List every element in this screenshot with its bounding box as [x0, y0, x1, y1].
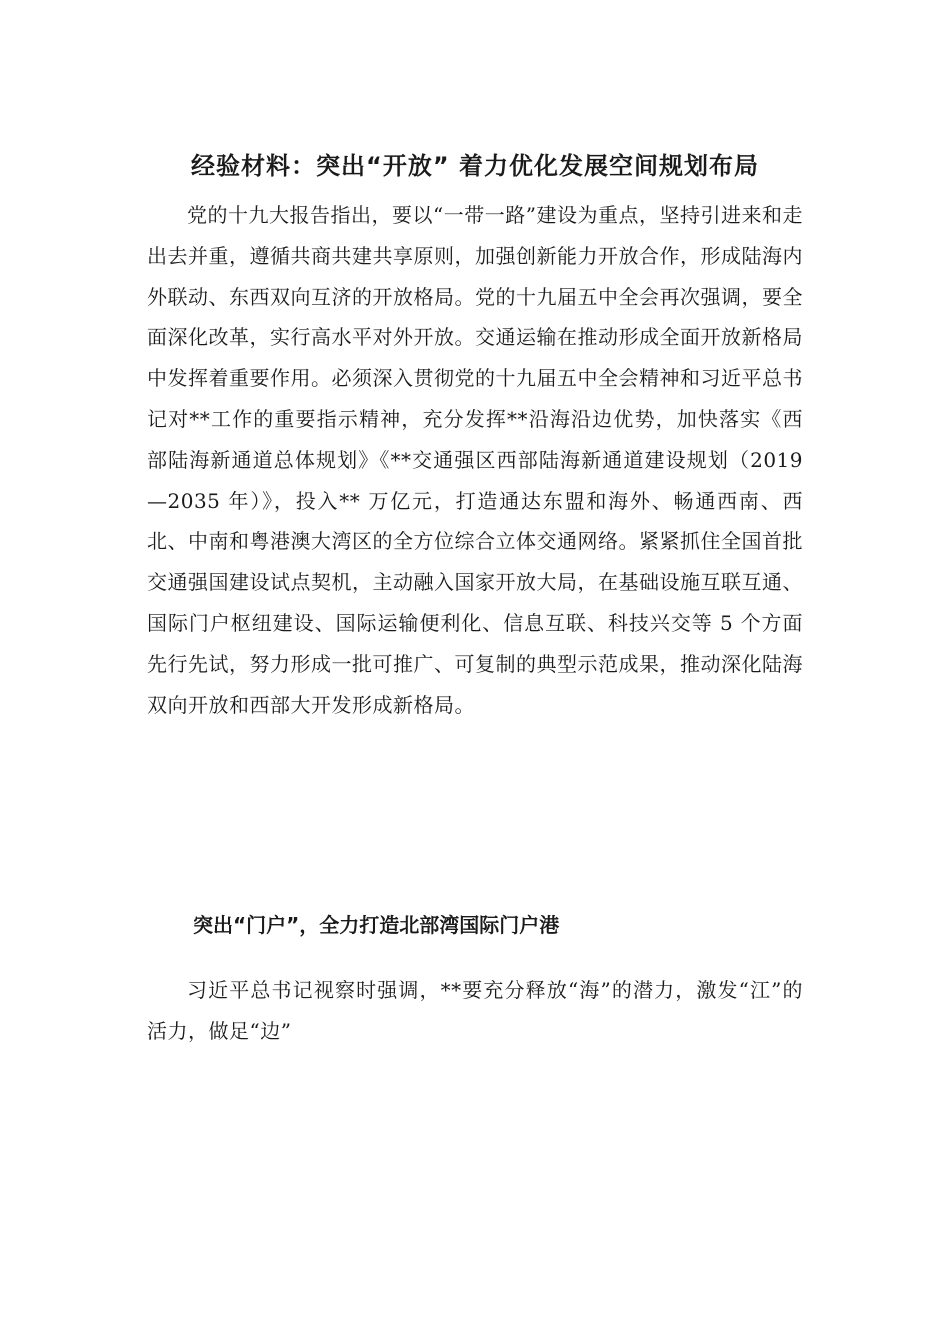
intro-paragraph: 党的十九大报告指出，要以“一带一路”建设为重点，坚持引进来和走出去并重，遵循共商共建共享原则，加强创新能力开放合作，形成陆海内外联动、东西双向互济的开放格局。党的十九届五中全会再次强调，要全面深化改革，实行高水平对外开放。交通运输在推动形成全面开放新格局中发挥着重要作用。必须深入贯彻党的十九届五中全会精神和习近平总书记对**工作的重要指示精神，充分发挥**沿海沿边优势，加快落实《西部陆海新通道总体规划》《**交通强区西部陆海新通道建设规划（2019—2035 年）》，投入** 万亿元，打造通达东盟和海外、畅通西南、西北、中南和粤港澳大湾区的全方位综合立体交通网络。紧紧抓住全国首批交通强国建设试点契机，主动融入国家开放大局，在基础设施互联互通、国际门户枢纽建设、国际运输便利化、信息互联、科技兴交等 5 个方面先行先试，努力形成一批可推广、可复制的典型示范成果，推动深化陆海双向开放和西部大开发形成新格局。 [147, 203, 803, 717]
section-paragraph: 习近平总书记视察时强调，**要充分释放“海”的潜力，激发“江”的活力，做足“边” [147, 978, 803, 1043]
section-heading: 突出“门户”，全力打造北部湾国际门户港 [193, 913, 560, 937]
document-title: 经验材料：突出“开放” 着力优化发展空间规划布局 [191, 152, 759, 181]
